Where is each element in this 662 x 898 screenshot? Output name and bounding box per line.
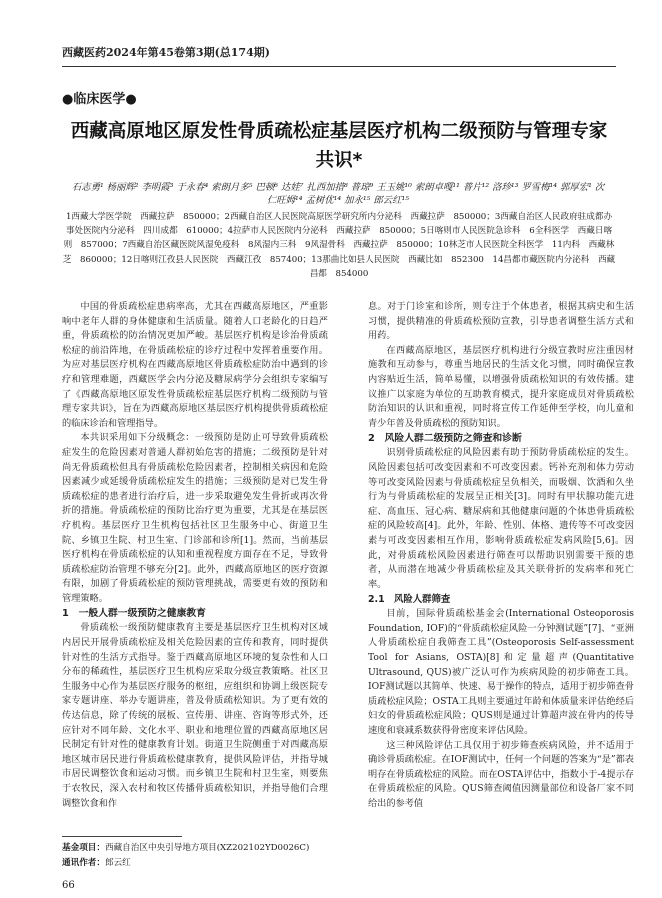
footnotes bbox=[62, 841, 309, 871]
page-number: 66 bbox=[62, 880, 75, 891]
body-paragraph: 息。对于门诊室和诊所，则专注于个体患者，根据其病史和生活习惯，提供精准的骨质疏松预防宣教，引导患者调整生活方式和用药。 bbox=[368, 301, 634, 342]
corresponding-label: 通讯作者： bbox=[62, 858, 105, 868]
article-title: 西藏高原地区原发性骨质疏松症基层医疗机构二级预防与管理专家共识* bbox=[70, 121, 608, 171]
intro-paragraph: 中国的骨质疏松症患病率高，尤其在西藏高原地区，严重影响中老年人群的身体健康和生活质量。随着人口老龄化的日趋严重，骨质疏松的防治情况更加严峻。基层医疗机构是诊治骨质疏松症的前沿阵地，在骨质疏松症的诊疗过程中发挥着重要作用。为应对基层医疗机构在西藏高原地区骨质疏松症防治中遇到的诊疗和管理难题，西藏医学会内分泌及糖尿病学分会组织专家编写了《西藏高原地区原发性骨质疏松症基层医疗机构二级预防与管理专家共识》，旨在为西藏高原地区基层医疗机构提供骨质疏松症的临床诊治和管理指导。 bbox=[62, 301, 328, 429]
column-tag: ●临床医学● bbox=[62, 92, 137, 107]
body-paragraph: 骨质疏松一级预防健康教育主要是基层医疗卫生机构对区域内居民开展骨质疏松症及相关危险因素的宣传和教育，同时提供针对性的生活方式指导。鉴于西藏高原地区环境的复杂性和人口分布的稀疏性，基层医疗卫生机构应采取分级宣教策略。社区卫生服务中心作为基层医疗服务的枢纽，应组织和协调上级医院专家专题讲座、举办专题讲座，普及骨质疏松知识。为了更有效的传达信息，除了传统的展板、宣传册、讲座、咨询等形式外，还应针对不同年龄、文化水平、职业和地理位置的西藏高原地区居民制定有针对性的健康教育计划。街道卫生院侧重于对西藏高原地区城市居民进行骨质疏松健康教育，提供风险评估，并指导城市居民调整饮食和运动习惯。而乡镇卫生院和村卫生室，则要焦于农牧民，深入农村和牧区传播骨质疏松知识，并指导他们合理调整饮食和作 bbox=[62, 622, 328, 809]
fund-note bbox=[62, 841, 309, 856]
corresponding-text: 郎云红 bbox=[104, 858, 131, 868]
intro-paragraph: 本共识采用如下分级概念：一级预防是防止可导致骨质疏松症发生的危险因素对普通人群初始危害的措施；二级预防是针对尚无骨质疏松但具有骨质疏松危险因素者，控制相关病因和危险因素减少或延缓骨质疏松症发生的措施；三级预防是对已发生骨质疏松症的患者进行治疗后，进一步采取避免发生骨折或再次骨折的措施。骨质疏松症的预防比治疗更为重要，尤其是在基层医疗机构。基层医疗卫生机构包括社区卫生服务中心、街道卫生院、乡镇卫生院、村卫生室、门诊部和诊所[1]。然而，当前基层医疗机构在骨质疏松症的认知和重视程度方面存在不足，导致骨质疏松症防治管理不够充分[2]。此外，西藏高原地区的医疗资源有限，加剧了骨质疏松症的预防管理挑战，需要更有效的预防和管理策略。 bbox=[62, 432, 328, 604]
author-list: 石志勇¹ 杨丽辉² 李明霞³ 于永春⁴ 索朗月多⁵ 巴顿⁶ 达娃⁷ 扎西加措⁸ 普琼⁹ 王玉姚¹⁰ 索朗卓嘎¹¹ 普片¹² 洛珍¹³ 罗雪梅¹⁴ 郭厚宏¹ 次仁旺姆¹⁴ 孟树优¹⁴ 加永¹⁵ 郎云红¹⁵ bbox=[71, 182, 605, 206]
footnote-divider bbox=[62, 836, 182, 837]
fund-label: 基金项目： bbox=[62, 843, 105, 853]
body-paragraph: 在西藏高原地区，基层医疗机构进行分级宣教时应注重因材施教和互动参与，尊重当地居民的生活文化习惯，同时确保宣教内容贴近生活，简单易懂，以增强骨质疏松知识的有效传播。建议推广以家庭为单位的互助教育模式，提升家庭成员对骨质疏松防治知识的认识和重视，同时将宣传工作延伸至学校，向儿童和青少年普及骨质疏松的预防知识。 bbox=[368, 344, 634, 429]
journal-header: 西藏医药2024年第45卷第3期(总174期) bbox=[62, 46, 270, 59]
section-heading: 2 风险人群二级预防之筛查和诊断 bbox=[368, 433, 522, 445]
body-paragraph: 目前，国际骨质疏松基金会(International Osteoporosis Foundation, IOF)的“骨质疏松症风险一分钟测试题”[7]、“亚洲人骨质疏松症自我筛查工具”(Osteoporosis Self-assessment Tool for Asians, OSTA)[8]和定量超声(Quantitative Ultrasound, QUS)被广泛认可作为疾病风险的初步筛查工具。IOF测试题以其简单、快速、易于操作的特点，适用于初步筛查骨质疏松症风险；OSTA工具则主要通过年龄和体质量来评估绝经后妇女的骨质疏松症风险；QUS则是通过计算超声波在骨内的传导速度和衰减系数获得骨密度来评估风险。 bbox=[368, 608, 634, 737]
left-column bbox=[62, 300, 328, 811]
header-divider bbox=[62, 66, 616, 67]
affiliation-list: 1西藏大学医学院 西藏拉萨 850000；2西藏自治区人民医院高原医学研究所内分泌科 西藏拉萨 850000；3西藏自治区人民政府驻成都办事处医院内分泌科 四川成都 610000；4拉萨市人民医院内分泌科 西藏拉萨 850000；5日喀则市人民医院急诊科 6全科医学 西藏日喀则 857000；7西藏自治区藏医院风湿免疫科 8风湿内三科 9风湿骨科 西藏拉萨 850000；10林芝市人民医院全科医学 11内科 西藏林芝 860000；12日喀则江孜县人民医院 西藏江孜 857400；13那曲比如县人民医院 西藏比如 852300 14昌都市藏医院内分泌科 西藏昌都 854000 bbox=[62, 212, 616, 279]
body-paragraph: 识别骨质疏松症的风险因素有助于预防骨质疏松症的发生。风险因素包括可改变因素和不可改变因素。钙补充剂和体力劳动等可改变风险因素与骨质疏松症呈负相关，而吸烟、饮酒和久坐行为与骨质疏松症的发展呈正相关[3]。同时有甲状腺功能亢进症、高血压、冠心病、糖尿病和其他健康问题的个体患骨质疏松症的风险较高[4]。此外，年龄、性别、体格、遗传等不可改变因素与可改变因素相互作用，影响骨质疏松症发病风险[5,6]。因此，对骨质疏松风险因素进行筛查可以帮助识别需要干预的患者，从而潜在地减少骨质疏松症及其关联骨折的发病率和死亡率。 bbox=[368, 447, 634, 590]
corresponding-author-note bbox=[62, 856, 309, 871]
subsection-heading: 2.1 风险人群筛查 bbox=[368, 594, 451, 606]
section-heading: 1 一般人群一级预防之健康教育 bbox=[62, 608, 206, 620]
fund-text: 西藏自治区中央引导地方项目(XZ202102YD0026C) bbox=[104, 843, 310, 853]
right-column bbox=[368, 300, 634, 812]
body-paragraph: 这三种风险评估工具仅用于初步筛查疾病风险，并不适用于确诊骨质疏松症。在IOF测试中，任何一个问题的答案为“是”都表明存在骨质疏松症的风险。而在OSTA评估中，指数小于-4提示存在骨质疏松症的风险。QUS筛查阈值因测量部位和设备厂家不同给出的参考值 bbox=[368, 739, 634, 809]
